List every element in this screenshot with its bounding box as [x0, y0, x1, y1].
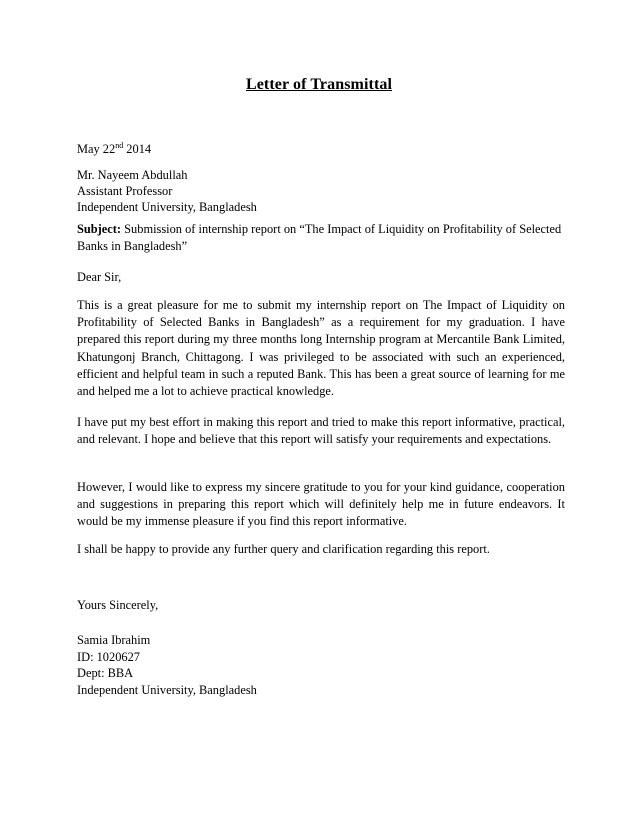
recipient-position: Assistant Professor	[77, 184, 173, 198]
body-paragraph-4: I shall be happy to provide any further query and clarification regarding this report.	[77, 542, 490, 556]
sender-dept: Dept: BBA	[77, 666, 134, 680]
subject-text: Submission of internship report on “The Impact of Liquidity on Profitability of Selected Banks in Bangladesh”	[77, 222, 562, 253]
recipient-address	[77, 167, 565, 215]
sender-id: ID: 1020627	[77, 649, 140, 664]
recipient-institution: Independent University, Bangladesh	[77, 200, 257, 214]
date-day: May 22	[77, 142, 116, 156]
body-paragraph-1: This is a great pleasure for me to submit my internship report on The Impact of Liquidity on Profitability of Selected Banks in Bangladesh” as a requirement for my graduation. I have prepared this report during my three months long Internship program at Mercantile Bank Limited, Khatungonj Branch, Chittagong. I was privileged to be associated with such an experienced, efficient and helpful team in such a reputed Bank. This has been a great source of learning for me and helped me a lot to achieve practical knowledge.	[77, 298, 565, 399]
recipient-name: Mr. Nayeem Abdullah	[77, 168, 188, 182]
salutation: Dear Sir,	[77, 270, 122, 284]
date-ordinal: nd	[115, 141, 124, 150]
letter-date	[77, 141, 565, 158]
sender-name: Samia Ibrahim	[77, 633, 151, 647]
closing-line: Yours Sincerely,	[77, 598, 159, 612]
letter-title: Letter of Transmittal	[245, 76, 393, 93]
sender-institution: Independent University, Bangladesh	[77, 682, 257, 697]
sender-signature-block	[77, 632, 565, 698]
subject-line	[77, 221, 565, 255]
body-paragraph-3: However, I would like to express my sincere gratitude to you for your kind guidance, cooperation and suggestions in preparing this report which will definitely help me in future endeavors. It would be my immense pleasure if you find this report informative.	[77, 480, 565, 529]
date-year: 2014	[123, 142, 152, 156]
subject-label: Subject:	[77, 222, 122, 236]
body-paragraph-2: I have put my best effort in making this report and tried to make this report informative, practical, and relevant. I hope and believe that this report will satisfy your requirements and expectations.	[77, 415, 565, 447]
